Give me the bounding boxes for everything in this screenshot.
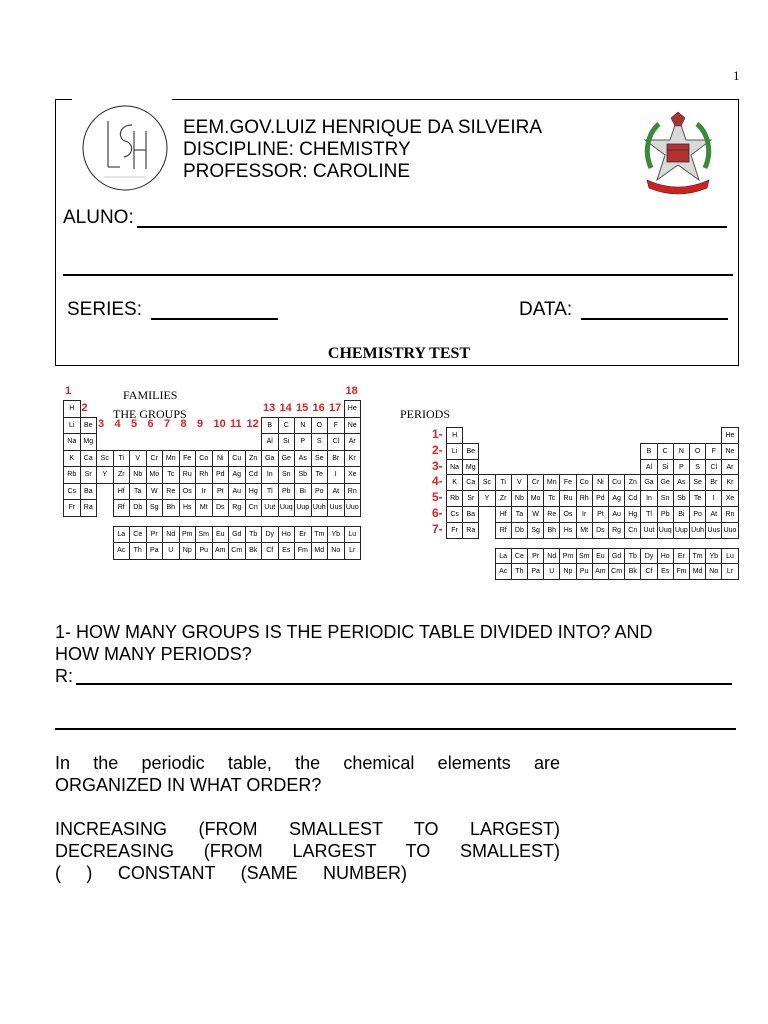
- series-line[interactable]: [151, 318, 278, 320]
- groups-table-element-cell: Pd: [212, 466, 230, 484]
- periods-table-element-cell: Cs: [446, 506, 463, 523]
- periods-table-actinide-cell: Ac: [495, 563, 512, 580]
- groups-table-lanthanide-cell: Ho: [278, 526, 296, 544]
- periods-table-element-cell: Db: [511, 522, 528, 539]
- periods-table-element-cell: Hf: [495, 506, 512, 523]
- answer-line-1[interactable]: [76, 683, 732, 685]
- periods-table-element-cell: Uut: [640, 522, 657, 539]
- periods-table-lanthanide-cell: Nd: [543, 548, 560, 565]
- groups-table-lanthanide-cell: Lu: [344, 526, 362, 544]
- date-line[interactable]: [581, 318, 728, 320]
- groups-table-element-cell: Re: [162, 483, 180, 501]
- periods-table-element-cell: V: [511, 474, 528, 491]
- groups-table-element-cell: Rg: [228, 499, 246, 517]
- group-number-label: 11: [230, 418, 242, 430]
- group-number-label: 5: [131, 418, 138, 430]
- groups-table-actinide-cell: U: [162, 542, 180, 560]
- periods-table-actinide-cell: Np: [559, 563, 576, 580]
- question-1-line-1: 1- HOW MANY GROUPS IS THE PERIODIC TABLE DIVIDED INTO? AND: [55, 622, 653, 642]
- groups-table-element-cell: Ca: [80, 450, 98, 468]
- periods-table-element-cell: Uuo: [721, 522, 738, 539]
- groups-table-element-cell: Kr: [344, 450, 362, 468]
- professor-label: PROFESSOR: CAROLINE: [183, 161, 410, 182]
- periods-table-element-cell: Rf: [495, 522, 512, 539]
- groups-table-actinide-cell: Am: [212, 542, 230, 560]
- periods-table-element-cell: Uus: [705, 522, 722, 539]
- groups-table-element-cell: O: [311, 417, 329, 435]
- groups-table-element-cell: Hf: [113, 483, 131, 501]
- groups-table-actinide-cell: Ac: [113, 542, 131, 560]
- question-1: [55, 621, 652, 687]
- periods-table-element-cell: Ru: [559, 490, 576, 507]
- periods-table-element-cell: Ti: [495, 474, 512, 491]
- groups-table-element-cell: Db: [129, 499, 147, 517]
- periods-table-element-cell: Uup: [673, 522, 690, 539]
- groups-table-actinide-cell: Th: [129, 542, 147, 560]
- groups-table-element-cell: Xe: [344, 466, 362, 484]
- option-constant[interactable]: ( ) CONSTANT (SAME NUMBER): [55, 863, 407, 883]
- groups-table-element-cell: Ra: [80, 499, 98, 517]
- periods-table-element-cell: Cu: [608, 474, 625, 491]
- groups-table-actinide-cell: Md: [311, 542, 329, 560]
- groups-table-element-cell: W: [146, 483, 164, 501]
- groups-table-element-cell: Uut: [261, 499, 279, 517]
- groups-table-actinide-cell: No: [327, 542, 345, 560]
- groups-table-element-cell: C: [278, 417, 296, 435]
- periodic-table-periods-figure: [400, 400, 735, 582]
- series-label: SERIES:: [67, 299, 142, 320]
- group-number-label: 15: [296, 401, 309, 414]
- groups-table-element-cell: Sb: [294, 466, 312, 484]
- periods-table-element-cell: Tl: [640, 506, 657, 523]
- groups-table-actinide-cell: Pu: [195, 542, 213, 560]
- periods-table-element-cell: Be: [462, 443, 479, 460]
- question-2-line-2: ORGANIZED IN WHAT ORDER?: [55, 775, 322, 795]
- periods-table-element-cell: S: [689, 459, 706, 476]
- groups-table-element-cell: Bi: [294, 483, 312, 501]
- period-number-label: 3-: [432, 458, 443, 473]
- groups-table-actinide-cell: Cf: [261, 542, 279, 560]
- periods-table-element-cell: Rb: [446, 490, 463, 507]
- answer-line-2[interactable]: [55, 728, 736, 730]
- group-number-label: 1: [65, 385, 72, 397]
- groups-table-element-cell: Rf: [113, 499, 131, 517]
- periods-table-actinide-cell: Th: [511, 563, 528, 580]
- groups-table-element-cell: Zn: [245, 450, 263, 468]
- periods-table-actinide-cell: Es: [657, 563, 674, 580]
- periods-table-element-cell: Pt: [592, 506, 609, 523]
- groups-table-element-cell: Ar: [344, 433, 362, 451]
- periods-table-element-cell: Bi: [673, 506, 690, 523]
- periods-table-element-cell: I: [705, 490, 722, 507]
- periods-table-element-cell: Hg: [624, 506, 641, 523]
- periods-table-element-cell: Hs: [559, 522, 576, 539]
- periods-table-element-cell: Au: [608, 506, 625, 523]
- periods-table-element-cell: Ca: [462, 474, 479, 491]
- page-number: 1: [733, 68, 740, 83]
- periods-table-element-cell: Zn: [624, 474, 641, 491]
- groups-table-element-cell: Uup: [294, 499, 312, 517]
- group-number-label: 12: [246, 418, 259, 430]
- groups-table-element-cell: Sc: [96, 450, 114, 468]
- periods-table-element-cell: Ba: [462, 506, 479, 523]
- periods-table-element-cell: Fe: [559, 474, 576, 491]
- periods-table-lanthanide-cell: Er: [673, 548, 690, 565]
- group-number-label: 17: [329, 401, 342, 414]
- groups-table-element-cell: Po: [311, 483, 329, 501]
- groups-table-element-cell: In: [261, 466, 279, 484]
- periodic-table-groups-figure: [60, 378, 370, 590]
- group-number-label: 13: [263, 401, 276, 414]
- groups-table-element-cell: Se: [311, 450, 329, 468]
- question-2: [55, 752, 560, 884]
- periods-table-element-cell: He: [721, 427, 738, 444]
- periods-table-actinide-cell: Pu: [576, 563, 593, 580]
- groups-table-element-cell: Ir: [195, 483, 213, 501]
- option-increasing[interactable]: INCREASING (FROM SMALLEST TO LARGEST): [55, 819, 560, 839]
- periods-table-element-cell: Ga: [640, 474, 657, 491]
- groups-table-element-cell: Uuh: [311, 499, 329, 517]
- periods-table-element-cell: Ra: [462, 522, 479, 539]
- periods-table-actinide-cell: Bk: [624, 563, 641, 580]
- period-number-label: 4-: [432, 474, 443, 489]
- period-number-label: 5-: [432, 490, 443, 505]
- groups-table-element-cell: Os: [179, 483, 197, 501]
- periods-table-element-cell: Cd: [624, 490, 641, 507]
- periods-table-element-cell: Uuh: [689, 522, 706, 539]
- student-extra-line[interactable]: [63, 274, 733, 276]
- group-number-label: 4: [114, 418, 121, 430]
- periods-table-element-cell: Xe: [721, 490, 738, 507]
- groups-table-element-cell: Y: [96, 466, 114, 484]
- periods-table-element-cell: Mo: [527, 490, 544, 507]
- periods-table-element-cell: Sn: [657, 490, 674, 507]
- groups-table-element-cell: Li: [63, 417, 81, 435]
- state-coat-of-arms: [637, 110, 719, 196]
- periods-table-element-cell: Sr: [462, 490, 479, 507]
- groups-table-lanthanide-cell: La: [113, 526, 131, 544]
- periods-table-lanthanide-cell: Ho: [657, 548, 674, 565]
- groups-table-element-cell: Sn: [278, 466, 296, 484]
- periods-table-actinide-cell: No: [705, 563, 722, 580]
- periods-table-element-cell: P: [673, 459, 690, 476]
- groups-table-element-cell: I: [327, 466, 345, 484]
- groups-table-actinide-cell: Cm: [228, 542, 246, 560]
- groups-caption: THE GROUPS: [113, 407, 187, 421]
- periods-table-element-cell: Sb: [673, 490, 690, 507]
- group-number-label: 3: [98, 418, 105, 430]
- groups-table-element-cell: H: [63, 400, 81, 418]
- group-number-label: 9: [197, 418, 204, 430]
- periods-table-lanthanide-cell: La: [495, 548, 512, 565]
- periods-table-lanthanide-cell: Lu: [721, 548, 738, 565]
- groups-table-element-cell: Uus: [327, 499, 345, 517]
- periods-table-element-cell: N: [673, 443, 690, 460]
- groups-table-element-cell: Te: [311, 466, 329, 484]
- groups-table-element-cell: Ne: [344, 417, 362, 435]
- groups-table-element-cell: Pb: [278, 483, 296, 501]
- periods-table-lanthanide-cell: Eu: [592, 548, 609, 565]
- groups-table-element-cell: S: [311, 433, 329, 451]
- groups-table-element-cell: Al: [261, 433, 279, 451]
- groups-table-element-cell: Fr: [63, 499, 81, 517]
- groups-table-element-cell: Cn: [245, 499, 263, 517]
- periods-table-element-cell: As: [673, 474, 690, 491]
- group-number-label: 7: [164, 418, 171, 430]
- groups-table-element-cell: Co: [195, 450, 213, 468]
- periods-table-lanthanide-cell: Pm: [559, 548, 576, 565]
- groups-table-element-cell: Fe: [179, 450, 197, 468]
- groups-table-element-cell: Uuo: [344, 499, 362, 517]
- periods-table-element-cell: Cr: [527, 474, 544, 491]
- periods-table-element-cell: Br: [705, 474, 722, 491]
- groups-table-element-cell: Cu: [228, 450, 246, 468]
- groups-table-element-cell: Ge: [278, 450, 296, 468]
- period-number-label: 6-: [432, 506, 443, 520]
- groups-table-element-cell: At: [327, 483, 345, 501]
- periods-table-element-cell: Rg: [608, 522, 625, 539]
- groups-table-element-cell: Bh: [162, 499, 180, 517]
- groups-table-actinide-cell: Pa: [146, 542, 164, 560]
- periods-table-element-cell: Si: [657, 459, 674, 476]
- group-number-label: 10: [213, 418, 226, 430]
- groups-table-element-cell: Mo: [146, 466, 164, 484]
- periods-table-element-cell: W: [527, 506, 544, 523]
- periods-table-lanthanide-cell: Yb: [705, 548, 722, 565]
- group-number-label: 18: [345, 385, 358, 397]
- school-info: [183, 117, 542, 183]
- periods-table-actinide-cell: U: [543, 563, 560, 580]
- groups-table-lanthanide-cell: Pr: [146, 526, 164, 544]
- periods-table-element-cell: Ta: [511, 506, 528, 523]
- groups-table-element-cell: Pt: [212, 483, 230, 501]
- periods-table-element-cell: Y: [478, 490, 495, 507]
- groups-table-element-cell: Nb: [129, 466, 147, 484]
- periods-table-actinide-cell: Cm: [608, 563, 625, 580]
- groups-table-element-cell: Si: [278, 433, 296, 451]
- test-title: CHEMISTRY TEST: [327, 345, 471, 362]
- groups-table-element-cell: Ba: [80, 483, 98, 501]
- groups-table-element-cell: Sr: [80, 466, 98, 484]
- periods-table-element-cell: In: [640, 490, 657, 507]
- header-border-gap: [72, 97, 172, 101]
- periods-table-element-cell: Cn: [624, 522, 641, 539]
- groups-table-lanthanide-cell: Yb: [327, 526, 345, 544]
- periods-table-lanthanide-cell: Tb: [624, 548, 641, 565]
- groups-table-lanthanide-cell: Dy: [261, 526, 279, 544]
- group-number-label: 2: [81, 401, 88, 414]
- periods-table-element-cell: Sc: [478, 474, 495, 491]
- groups-table-element-cell: Tl: [261, 483, 279, 501]
- periods-table-element-cell: Sg: [527, 522, 544, 539]
- groups-table-element-cell: Mt: [195, 499, 213, 517]
- periods-table-element-cell: H: [446, 427, 463, 444]
- groups-table-element-cell: Rh: [195, 466, 213, 484]
- groups-table-element-cell: Ga: [261, 450, 279, 468]
- periods-table-element-cell: Mn: [543, 474, 560, 491]
- periods-table-lanthanide-cell: Tm: [689, 548, 706, 565]
- groups-table-element-cell: Cs: [63, 483, 81, 501]
- periods-table-element-cell: Mt: [576, 522, 593, 539]
- student-name-line[interactable]: [137, 226, 727, 228]
- periods-table-element-cell: Pb: [657, 506, 674, 523]
- group-number-label: 8: [180, 418, 187, 430]
- groups-table-element-cell: As: [294, 450, 312, 468]
- periods-table-element-cell: Ni: [592, 474, 609, 491]
- period-number-label: 7-: [432, 521, 443, 536]
- periods-table-element-cell: Kr: [721, 474, 738, 491]
- groups-table-element-cell: Mg: [80, 433, 98, 451]
- periods-table-element-cell: Po: [689, 506, 706, 523]
- group-number-label: 14: [279, 401, 292, 414]
- groups-table-element-cell: Au: [228, 483, 246, 501]
- groups-table-element-cell: F: [327, 417, 345, 435]
- periods-table-element-cell: Cl: [705, 459, 722, 476]
- school-name: EEM.GOV.LUIZ HENRIQUE DA SILVEIRA: [183, 117, 542, 138]
- groups-table-actinide-cell: Bk: [245, 542, 263, 560]
- date-label: DATA:: [519, 299, 573, 320]
- periods-table-actinide-cell: Fm: [673, 563, 690, 580]
- groups-table-element-cell: Ag: [228, 466, 246, 484]
- periods-table-actinide-cell: Md: [689, 563, 706, 580]
- periods-table-element-cell: Os: [559, 506, 576, 523]
- groups-table-element-cell: Na: [63, 433, 81, 451]
- groups-table-element-cell: B: [261, 417, 279, 435]
- groups-table-element-cell: Br: [327, 450, 345, 468]
- groups-table-lanthanide-cell: Nd: [162, 526, 180, 544]
- periods-table-element-cell: Ag: [608, 490, 625, 507]
- periods-table-element-cell: B: [640, 443, 657, 460]
- groups-table-element-cell: K: [63, 450, 81, 468]
- groups-table-element-cell: Hg: [245, 483, 263, 501]
- periods-table-element-cell: Rn: [721, 506, 738, 523]
- groups-table-element-cell: Rn: [344, 483, 362, 501]
- periods-table-lanthanide-cell: Pr: [527, 548, 544, 565]
- groups-table-element-cell: Ni: [212, 450, 230, 468]
- answer-label: R:: [55, 666, 73, 686]
- groups-table-element-cell: Ta: [129, 483, 147, 501]
- groups-table-element-cell: Rb: [63, 466, 81, 484]
- periods-table-element-cell: Ar: [721, 459, 738, 476]
- groups-table-element-cell: Ru: [179, 466, 197, 484]
- periods-table-element-cell: Fr: [446, 522, 463, 539]
- periods-table-lanthanide-cell: Gd: [608, 548, 625, 565]
- groups-table-element-cell: Uuq: [278, 499, 296, 517]
- groups-table-element-cell: Mn: [162, 450, 180, 468]
- periods-table-element-cell: Tc: [543, 490, 560, 507]
- groups-table-lanthanide-cell: Pm: [179, 526, 197, 544]
- periods-table-element-cell: Ir: [576, 506, 593, 523]
- groups-table-element-cell: Tc: [162, 466, 180, 484]
- periods-table-actinide-cell: Am: [592, 563, 609, 580]
- periods-table-element-cell: O: [689, 443, 706, 460]
- group-number-label: 16: [312, 401, 325, 414]
- families-caption: FAMILIES: [123, 388, 178, 402]
- periods-table-element-cell: Te: [689, 490, 706, 507]
- groups-table-lanthanide-cell: Er: [294, 526, 312, 544]
- periods-table-element-cell: F: [705, 443, 722, 460]
- groups-table-element-cell: Sg: [146, 499, 164, 517]
- periods-table-element-cell: Nb: [511, 490, 528, 507]
- groups-table-element-cell: He: [344, 400, 362, 418]
- periods-table-element-cell: Na: [446, 459, 463, 476]
- periods-table-actinide-cell: Pa: [527, 563, 544, 580]
- question-1-line-2: HOW MANY PERIODS?: [55, 644, 252, 664]
- groups-table-lanthanide-cell: Eu: [212, 526, 230, 544]
- periods-table-element-cell: Al: [640, 459, 657, 476]
- periods-table-element-cell: K: [446, 474, 463, 491]
- periods-caption: PERIODS: [400, 407, 451, 421]
- groups-table-element-cell: Cd: [245, 466, 263, 484]
- periods-table-element-cell: Bh: [543, 522, 560, 539]
- groups-table-lanthanide-cell: Tb: [245, 526, 263, 544]
- periods-table-element-cell: Ne: [721, 443, 738, 460]
- groups-table-lanthanide-cell: Ce: [129, 526, 147, 544]
- groups-table-lanthanide-cell: Gd: [228, 526, 246, 544]
- periods-table-element-cell: Ge: [657, 474, 674, 491]
- groups-table-lanthanide-cell: Sm: [195, 526, 213, 544]
- periods-table-element-cell: At: [705, 506, 722, 523]
- periods-table-lanthanide-cell: Ce: [511, 548, 528, 565]
- periods-table-lanthanide-cell: Dy: [640, 548, 657, 565]
- group-number-label: 6: [147, 418, 154, 430]
- periods-table-element-cell: Rh: [576, 490, 593, 507]
- period-number-label: 2-: [432, 442, 443, 457]
- groups-table-element-cell: V: [129, 450, 147, 468]
- option-decreasing[interactable]: DECREASING (FROM LARGEST TO SMALLEST): [55, 841, 560, 861]
- periods-table-element-cell: Zr: [495, 490, 512, 507]
- periods-table-element-cell: C: [657, 443, 674, 460]
- groups-table-actinide-cell: Lr: [344, 542, 362, 560]
- periods-table-element-cell: Pd: [592, 490, 609, 507]
- periods-table-lanthanide-cell: Sm: [576, 548, 593, 565]
- groups-table-element-cell: Cr: [146, 450, 164, 468]
- groups-table-actinide-cell: Np: [179, 542, 197, 560]
- groups-table-element-cell: Ds: [212, 499, 230, 517]
- groups-table-element-cell: P: [294, 433, 312, 451]
- periods-table-element-cell: Mg: [462, 459, 479, 476]
- periods-table-element-cell: Ds: [592, 522, 609, 539]
- periods-table-element-cell: Se: [689, 474, 706, 491]
- groups-table-element-cell: N: [294, 417, 312, 435]
- groups-table-element-cell: Be: [80, 417, 98, 435]
- discipline-label: DISCIPLINE: CHEMISTRY: [183, 139, 411, 160]
- groups-table-element-cell: Cl: [327, 433, 345, 451]
- question-2-line-1: In the periodic table, the chemical elements are: [55, 753, 560, 773]
- periods-table-actinide-cell: Lr: [721, 563, 738, 580]
- periods-table-element-cell: Li: [446, 443, 463, 460]
- groups-table-lanthanide-cell: Tm: [311, 526, 329, 544]
- groups-table-element-cell: Ti: [113, 450, 131, 468]
- periods-table-element-cell: Co: [576, 474, 593, 491]
- groups-table-actinide-cell: Es: [278, 542, 296, 560]
- periods-table-element-cell: Re: [543, 506, 560, 523]
- period-number-label: 1-: [432, 427, 443, 441]
- groups-table-element-cell: Zr: [113, 466, 131, 484]
- groups-table-actinide-cell: Fm: [294, 542, 312, 560]
- student-label: ALUNO:: [63, 207, 134, 228]
- school-logo: [80, 103, 170, 193]
- groups-table-element-cell: Hs: [179, 499, 197, 517]
- periods-table-actinide-cell: Cf: [640, 563, 657, 580]
- periods-table-element-cell: Uuq: [657, 522, 674, 539]
